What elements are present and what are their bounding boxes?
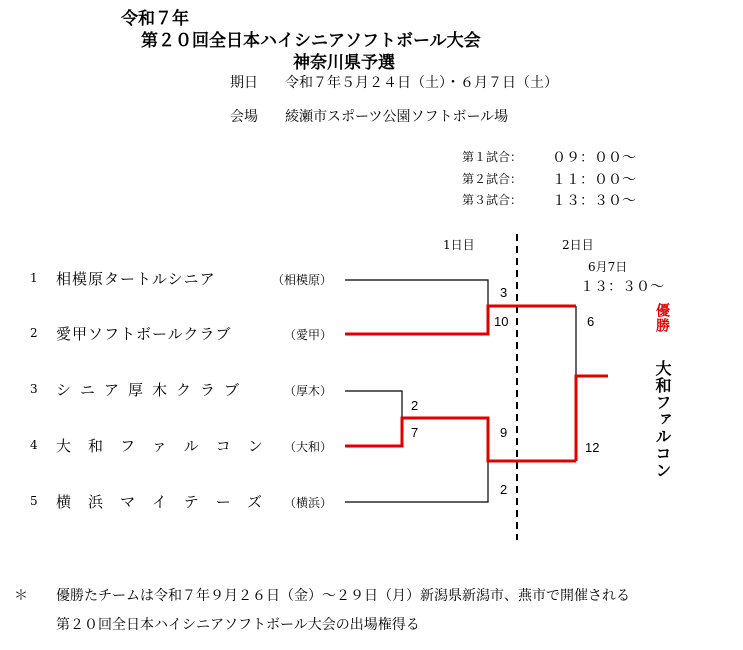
schedule-label-2: 第２試合：: [462, 172, 523, 186]
score-match1-team1: 3: [500, 285, 508, 300]
title-tournament: 第２０回全日本ハイシニアソフトボール大会: [141, 31, 481, 51]
bracket-winner-lines: [345, 306, 608, 461]
team-5-line: [345, 461, 488, 502]
score-final-top: 6: [587, 314, 595, 329]
day1-label: 1日目: [443, 238, 475, 252]
date-value: 令和７年５月２４日（土）・６月７日（土）: [285, 75, 558, 91]
team-2-winner-line: [345, 306, 576, 334]
team-4-winner-line: [345, 418, 576, 461]
champion-team: 大和ファルコン: [653, 360, 672, 479]
score-match1-team2: 10: [494, 314, 509, 329]
bracket-black-lines: [345, 280, 576, 502]
title-year: 令和７年: [121, 9, 189, 29]
score-match2-team4: 7: [411, 425, 419, 440]
score-match3-team5: 2: [500, 482, 508, 497]
team-4-name: 大和ファルコン: [56, 437, 280, 455]
team-1-number: 1: [30, 271, 38, 285]
schedule-time-2: １１：００～: [552, 172, 636, 188]
team-2-number: 2: [30, 326, 38, 340]
score-match3-winner: 9: [500, 425, 508, 440]
team-5-number: 5: [30, 494, 38, 508]
footer-line-2: 第２０回全日本ハイシニアソフトボール大会の出場権得る: [56, 617, 420, 633]
team-3-line: [345, 391, 402, 418]
team-2-name: 愛甲ソフトボールクラブ: [56, 325, 232, 343]
team-2-region: （愛甲）: [284, 328, 333, 342]
team-4-region: （大和）: [284, 440, 333, 454]
day2-date: 6月7日: [588, 260, 628, 274]
title-qualifier: 神奈川県予選: [293, 53, 395, 73]
day2-label: 2日目: [562, 238, 594, 252]
team-3-region: （厚木）: [284, 384, 333, 398]
schedule-label-1: 第１試合：: [462, 150, 523, 164]
team-3-number: 3: [30, 382, 38, 396]
footer-mark: ＊: [14, 588, 28, 604]
team-5-region: （横浜）: [284, 496, 333, 510]
schedule-time-1: ０９：００～: [552, 150, 636, 166]
venue-value: 綾瀬市スポーツ公園ソフトボール場: [285, 109, 509, 125]
team-1-line: [345, 280, 488, 306]
score-match2-team3: 2: [411, 398, 419, 413]
venue-label: 会場: [230, 109, 258, 125]
footer-line-1: 優勝たチームは令和７年９月２６日（金）～２９日（月）新潟県新潟市、燕市で開催される: [56, 588, 630, 604]
date-label: 期日: [230, 75, 258, 91]
schedule-time-3: １３：３０～: [552, 193, 636, 209]
schedule-label-3: 第３試合：: [462, 193, 523, 207]
team-3-name: シニア厚木クラブ: [56, 381, 249, 399]
team-1-name: 相模原タートルシニア: [56, 270, 216, 288]
team-4-number: 4: [30, 438, 38, 452]
champion-label: 優勝: [654, 303, 670, 333]
team-1-region: （相模原）: [272, 273, 333, 287]
score-final-bottom: 12: [585, 440, 600, 455]
day2-time: １３：３０～: [580, 279, 664, 295]
team-5-name: 横浜マイテーズ: [56, 493, 279, 511]
